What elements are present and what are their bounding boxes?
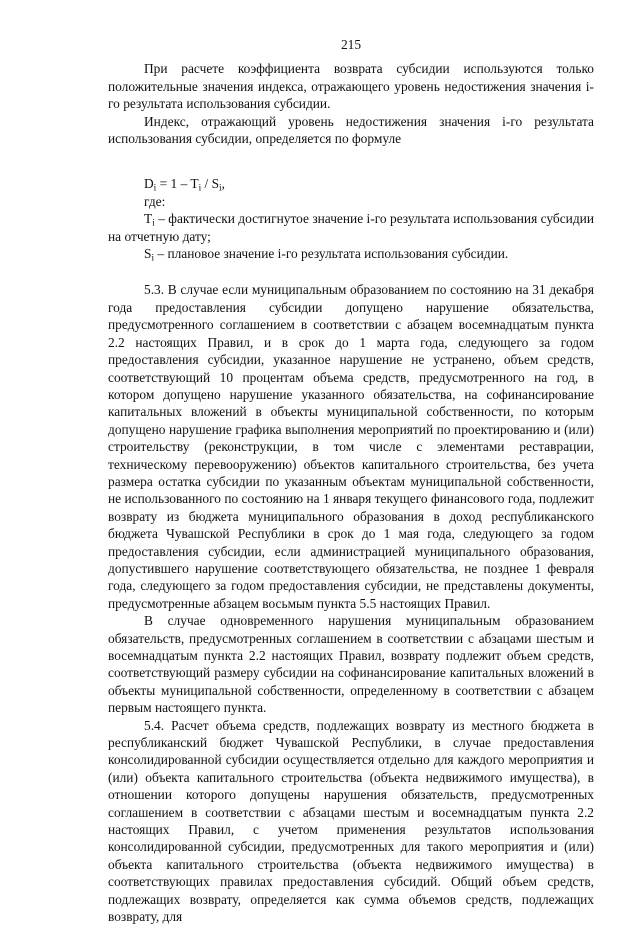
page-number: 215 — [340, 37, 362, 52]
paragraph-index-definition: Индекс, отражающий уровень недостижения значения i-го результата использования субсидии, определяется по формуле — [108, 113, 594, 147]
paragraph-5-3-continued: В случае одновременного нарушения муниципальным образованием обязательств, предусмотренных соглашением в соответствии с абзацами шестым и восемнадцатым пункта 2.2 настоящих Правил, возврату подлежит объем средств, соответствующий размеру субсидии на софинансирование капитальных вложений в объекты муниципальной собственности, определенному в соответствии с абзацем первым настоящего пункта. — [108, 613, 594, 716]
paragraph-coefficient-note: При расчете коэффициента возврата субсидии используются только положительные значения индекса, отражающего уровень недостижения значения i-го результата использования субсидии. — [108, 61, 594, 112]
definition-t: $T_i$ – фактически достигнутое значение i-го результата использования субсидии на отчетную дату; — [108, 211, 594, 244]
formula-where: где: — [144, 193, 166, 209]
spacer — [108, 262, 594, 281]
paragraph-5-4: 5.4. Расчет объема средств, подлежащих возврату из местного бюджета в республиканский бюджет Чувашской Республики, в случае предоставления консолидированной субсидии осуществляется отдельно для каждого мероприятия и (или) объекта капитального строительства (объекта недвижимого имущества), в отношении которого допущены нарушения обязательств, предусмотренных соглашением в соответствии с абзацами шестым и восемнадцатым пункта 2.2 настоящих Правил, с учетом применения результатов использования консолидированной субсидии, предусмотренных для такого мероприятия и (или) объекта капитального строительства (объекта недвижимого имущества) в соответствующих правилах предоставления субсидий. Общий объем средств, подлежащих возврату, определяется как сумма объемов средств, подлежащих возврату, для — [108, 717, 594, 925]
definition-s: $S_i$ – плановое значение i-го результата использования субсидии. — [144, 246, 509, 264]
formula: $D_i = 1 - T_i / S_i$, — [144, 176, 226, 194]
paragraph-5-3: 5.3. В случае если муниципальным образованием по состоянию на 31 декабря года предоставления субсидии допущено нарушение обязательства, предусмотренного соглашением в соответствии с абзацем восемнадцатым пункта 2.2 настоящих Правил, и в срок до 1 марта года, следующего за годом предоставления субсидии, указанное нарушение не устранено, объем средств, соответствующий 10 процентам объема средств, предусмотренного на год, в котором допущено нарушение указанного обязательства, на софинансирование капитальных вложений в объекты муниципальной собственности, по которым допущено нарушение графика выполнения мероприятий по проектированию и (или) строительству (реконструкции, в том числе с элементами реставрации, техническому перевооружению) объектов капитального строительства, без учета размера остатка субсидии по указанным объектам муниципальной собственности, не использованного по состоянию на 1 января текущего финансового года, подлежит возврату из бюджета муниципального образования в доход республиканского бюджета Чувашской Республики в срок до 1 мая года, следующего за годом предоставления субсидии, если администрацией муниципального образования, допустившего нарушение соответствующего обязательства, не позднее 1 февраля года, следующего за годом предоставления субсидии, не представлены документы, предусмотренные абзацем восьмым пункта 5.5 настоящих Правил. — [108, 282, 594, 611]
